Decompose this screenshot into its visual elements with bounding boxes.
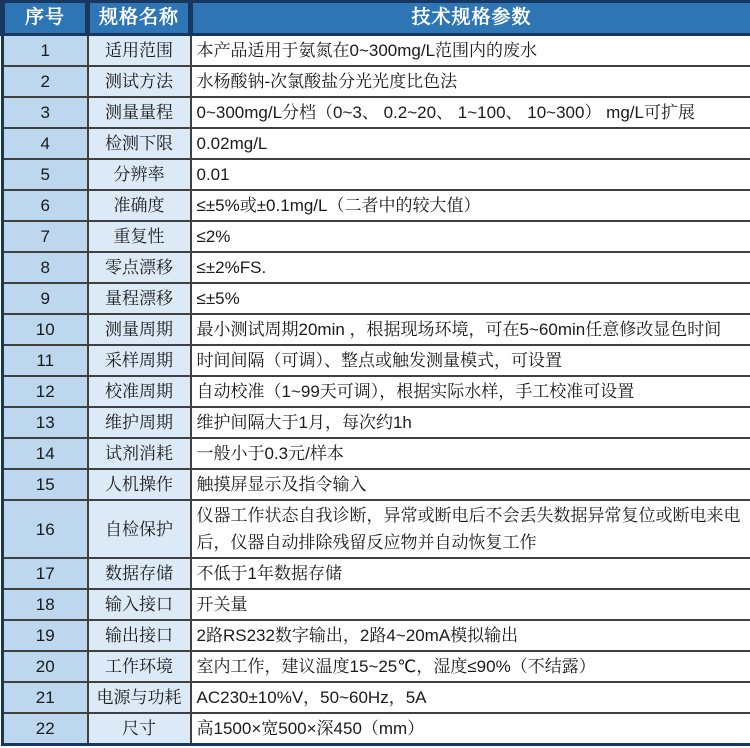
row-name-cell: 重复性 (88, 221, 191, 252)
row-number-cell: 6 (3, 190, 88, 221)
row-number-cell: 12 (3, 376, 88, 407)
row-value-cell: 本产品适用于氨氮在0~300mg/L范围内的废水 (191, 35, 750, 67)
row-number-cell: 16 (3, 500, 88, 558)
row-number-cell: 2 (3, 66, 88, 97)
row-name-cell: 测量周期 (88, 314, 191, 345)
header-tech-params: 技术规格参数 (191, 2, 750, 35)
table-row (3, 252, 750, 283)
table-row (3, 190, 750, 221)
row-number-cell: 22 (3, 713, 88, 745)
spec-table-body (3, 35, 750, 745)
row-value-cell: 0.02mg/L (191, 128, 750, 159)
header-serial-number: 序号 (3, 2, 88, 35)
table-row (3, 713, 750, 745)
row-value-cell: 室内工作，建议温度15~25℃，湿度≤90%（不结露） (191, 651, 750, 682)
row-name-cell: 量程漂移 (88, 283, 191, 314)
row-number-cell: 7 (3, 221, 88, 252)
row-number-cell: 10 (3, 314, 88, 345)
row-number-cell: 19 (3, 620, 88, 651)
table-row (3, 128, 750, 159)
row-value-cell: 2路RS232数字输出，2路4~20mA模拟输出 (191, 620, 750, 651)
row-name-cell: 电源与功耗 (88, 682, 191, 713)
table-row (3, 221, 750, 252)
row-number-cell: 18 (3, 589, 88, 620)
row-name-cell: 测试方法 (88, 66, 191, 97)
row-value-cell: 仪器工作状态自我诊断，异常或断电后不会丢失数据异常复位或断电来电后，仪器自动排除残留反应物并自动恢复工作 (191, 500, 750, 558)
row-value-cell: ≤±2%FS. (191, 252, 750, 283)
table-row (3, 682, 750, 713)
table-row (3, 651, 750, 682)
row-number-cell: 4 (3, 128, 88, 159)
row-name-cell: 输入接口 (88, 589, 191, 620)
table-row (3, 345, 750, 376)
row-name-cell: 检测下限 (88, 128, 191, 159)
row-name-cell: 准确度 (88, 190, 191, 221)
row-number-cell: 13 (3, 407, 88, 438)
row-value-cell: ≤±5%或±0.1mg/L（二者中的较大值） (191, 190, 750, 221)
row-name-cell: 零点漂移 (88, 252, 191, 283)
row-name-cell: 测量量程 (88, 97, 191, 128)
row-number-cell: 21 (3, 682, 88, 713)
row-number-cell: 17 (3, 558, 88, 589)
header-spec-name: 规格名称 (88, 2, 191, 35)
row-name-cell: 工作环境 (88, 651, 191, 682)
row-number-cell: 15 (3, 469, 88, 500)
row-name-cell: 人机操作 (88, 469, 191, 500)
row-value-cell: 高1500×宽500×深450（mm） (191, 713, 750, 745)
row-value-cell: 0.01 (191, 159, 750, 190)
row-value-cell: 维护间隔大于1月，每次约1h (191, 407, 750, 438)
table-row (3, 438, 750, 469)
row-value-cell: 自动校准（1~99天可调），根据实际水样，手工校准可设置 (191, 376, 750, 407)
row-number-cell: 8 (3, 252, 88, 283)
row-value-cell: 水杨酸钠-次氯酸盐分光光度比色法 (191, 66, 750, 97)
row-number-cell: 9 (3, 283, 88, 314)
table-row (3, 66, 750, 97)
table-row (3, 469, 750, 500)
table-row (3, 500, 750, 558)
row-number-cell: 5 (3, 159, 88, 190)
row-value-cell: 0~300mg/L分档（0~3、 0.2~20、 1~100、 10~300） mg/L可扩展 (191, 97, 750, 128)
row-name-cell: 试剂消耗 (88, 438, 191, 469)
row-value-cell: ≤2% (191, 221, 750, 252)
row-number-cell: 1 (3, 35, 88, 67)
row-value-cell: 不低于1年数据存储 (191, 558, 750, 589)
row-name-cell: 尺寸 (88, 713, 191, 745)
row-name-cell: 采样周期 (88, 345, 191, 376)
row-value-cell: AC230±10%V，50~60Hz，5A (191, 682, 750, 713)
row-name-cell: 分辨率 (88, 159, 191, 190)
row-value-cell: 一般小于0.3元/样本 (191, 438, 750, 469)
row-value-cell: 触摸屏显示及指令输入 (191, 469, 750, 500)
row-value-cell: 最小测试周期20min ，根据现场环境，可在5~60min任意修改显色时间 (191, 314, 750, 345)
table-row (3, 376, 750, 407)
table-row (3, 620, 750, 651)
table-row (3, 589, 750, 620)
row-number-cell: 20 (3, 651, 88, 682)
row-name-cell: 自检保护 (88, 500, 191, 558)
table-row (3, 407, 750, 438)
table-row (3, 97, 750, 128)
row-value-cell: 时间间隔（可调）、整点或触发测量模式，可设置 (191, 345, 750, 376)
row-number-cell: 3 (3, 97, 88, 128)
header-row (3, 2, 750, 35)
row-name-cell: 维护周期 (88, 407, 191, 438)
row-number-cell: 11 (3, 345, 88, 376)
table-row (3, 35, 750, 67)
row-name-cell: 输出接口 (88, 620, 191, 651)
row-value-cell: 开关量 (191, 589, 750, 620)
row-value-cell: ≤±5% (191, 283, 750, 314)
row-number-cell: 14 (3, 438, 88, 469)
spec-table-header (3, 2, 750, 35)
row-name-cell: 数据存储 (88, 558, 191, 589)
table-row (3, 558, 750, 589)
row-name-cell: 适用范围 (88, 35, 191, 67)
table-row (3, 283, 750, 314)
table-row (3, 314, 750, 345)
table-row (3, 159, 750, 190)
row-name-cell: 校准周期 (88, 376, 191, 407)
